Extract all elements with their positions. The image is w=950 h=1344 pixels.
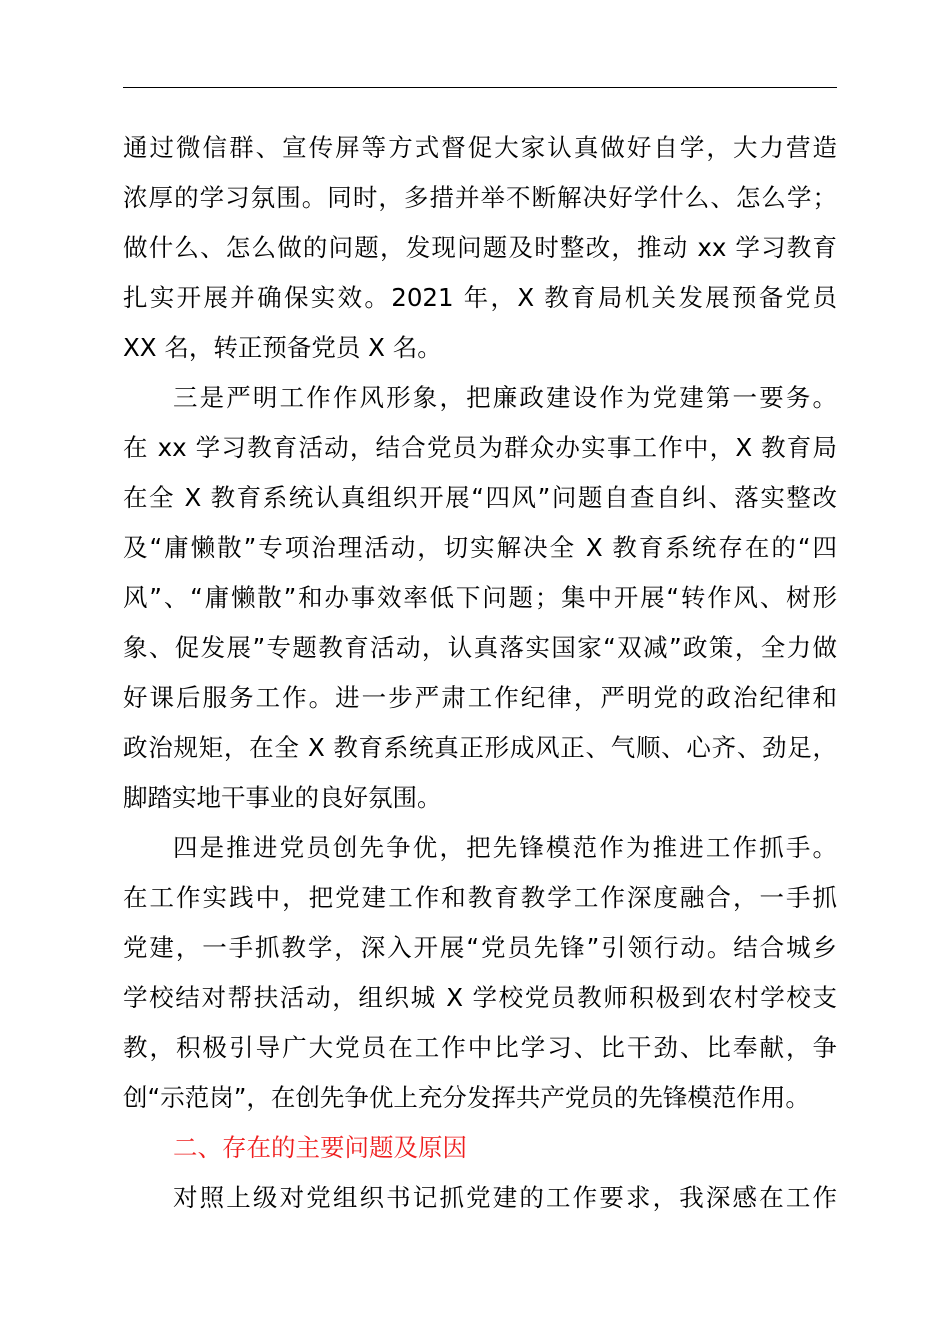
text-line: 好课后服务工作。进一步严肃工作纪律，严明党的政治纪律和 (123, 683, 837, 712)
text-line: XX 名，转正预备党员 X 名。 (123, 333, 442, 362)
text-line: 通过微信群、宣传屏等方式督促大家认真做好自学，大力营造 (123, 133, 837, 162)
text-line: 教，积极引导广大党员在工作中比学习、比干劲、比奉献，争 (123, 1033, 837, 1062)
text-line: 象、促发展”专题教育活动，认真落实国家“双减”政策，全力做 (123, 633, 837, 662)
text-line: 风”、“庸懒散”和办事效率低下问题；集中开展“转作风、树形 (123, 583, 837, 612)
text-line: 及“庸懒散”专项治理活动，切实解决全 X 教育系统存在的“四 (123, 533, 837, 562)
text-line: 扎实开展并确保实效。2021 年，X 教育局机关发展预备党员 (123, 283, 837, 312)
paragraph-lead-line: 四是推进党员创先争优，把先锋模范作为推进工作抓手。 (173, 833, 837, 862)
paragraph-lead-line: 三是严明工作作风形象，把廉政建设作为党建第一要务。 (173, 383, 837, 412)
text-line: 浓厚的学习氛围。同时，多措并举不断解决好学什么、怎么学； (123, 183, 837, 212)
text-line: 做什么、怎么做的问题，发现问题及时整改，推动 xx 学习教育 (123, 233, 837, 262)
paragraph-lead-line: 对照上级对党组织书记抓党建的工作要求，我深感在工作 (173, 1183, 837, 1212)
text-line: 在 xx 学习教育活动，结合党员为群众办实事工作中，X 教育局 (123, 433, 837, 462)
text-line: 创“示范岗”，在创先争优上充分发挥共产党员的先锋模范作用。 (123, 1083, 810, 1112)
text-line: 在工作实践中，把党建工作和教育教学工作深度融合，一手抓 (123, 883, 837, 912)
text-line: 学校结对帮扶活动，组织城 X 学校党员教师积极到农村学校支 (123, 983, 837, 1012)
text-line: 党建，一手抓教学，深入开展“党员先锋”引领行动。结合城乡 (123, 933, 837, 962)
header-rule (123, 87, 837, 88)
text-line: 在全 X 教育系统认真组织开展“四风”问题自查自纠、落实整改 (123, 483, 837, 512)
text-line: 脚踏实地干事业的良好氛围。 (123, 783, 442, 812)
section-heading: 二、存在的主要问题及原因 (173, 1133, 467, 1162)
text-line: 政治规矩，在全 X 教育系统真正形成风正、气顺、心齐、劲足， (123, 733, 837, 762)
